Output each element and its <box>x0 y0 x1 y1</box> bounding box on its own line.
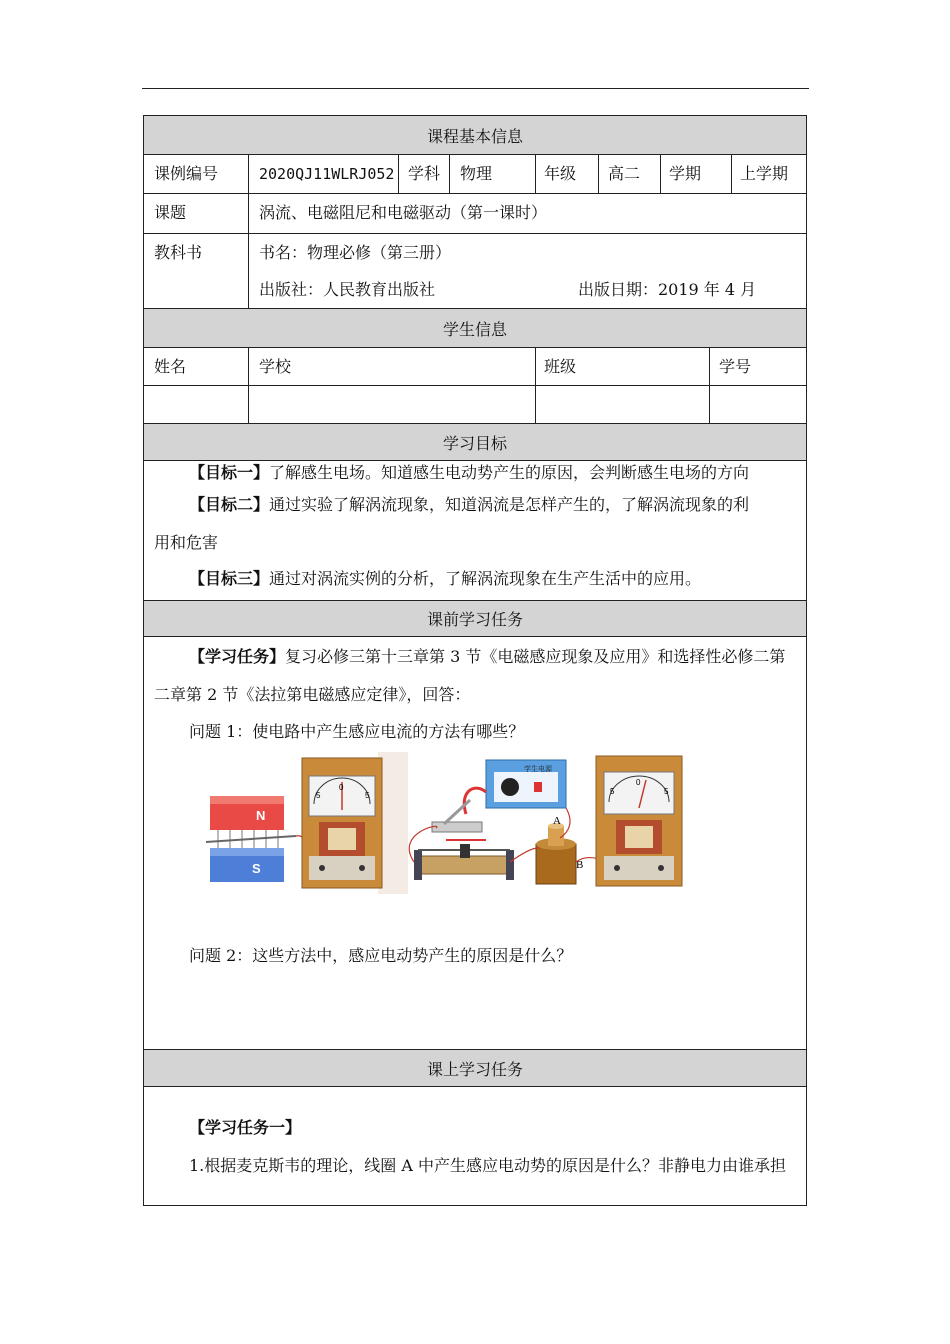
pre-class-title: 课前学习任务 <box>426 610 523 629</box>
pre-task-text-b: 二章第 2 节《法拉第电磁感应定律》，回答： <box>154 685 471 704</box>
in-class-header <box>143 1049 807 1087</box>
g1-five-right: 5 <box>365 791 370 800</box>
goal-2-text-a: 通过实验了解涡流现象，知道涡流是怎样产生的，了解涡流现象的利 <box>269 495 750 514</box>
g1-five-left: 5 <box>316 791 321 800</box>
in-class-box <box>143 1086 807 1206</box>
goal-1-text: 了解感生电场。知道感生电动势产生的原因，会判断感生电场的方向 <box>269 463 750 482</box>
in-class-title: 课上学习任务 <box>426 1059 523 1079</box>
n-label: N <box>256 808 266 823</box>
g2-five-left: 5 <box>610 787 615 796</box>
magnet-n-pole <box>210 796 284 830</box>
subject-label: 学科 <box>408 164 441 183</box>
induction-experiments-figure <box>204 752 692 894</box>
galvanometer-right <box>596 756 682 886</box>
pre-task-tag: 【学习任务】 <box>189 647 286 666</box>
publisher: 出版社：人民教育出版社 <box>259 280 436 299</box>
course-info-header <box>143 115 807 155</box>
student-number-field[interactable] <box>713 389 804 421</box>
goals-title: 学习目标 <box>442 433 507 453</box>
goal-2-tag: 【目标二】 <box>189 495 270 514</box>
g2-zero: 0 <box>636 778 641 787</box>
course-id-label: 课例编号 <box>154 164 219 183</box>
student-number-label: 学号 <box>719 357 752 376</box>
in-class-item-1: 1.根据麦克斯韦的理论，线圈 A 中产生感应电动势的原因是什么？非静电力由谁承担 <box>189 1156 786 1175</box>
subject-value: 物理 <box>460 164 493 183</box>
power-label: 学生电源 <box>524 766 552 773</box>
goal-3-text: 通过对涡流实例的分析，了解涡流现象在生产生活中的应用。 <box>269 569 702 588</box>
pre-task <box>189 647 785 667</box>
galvanometer-left <box>302 758 382 888</box>
book-name: 书名：物理必修（第三册） <box>259 243 452 262</box>
grade-label: 年级 <box>544 164 577 183</box>
name-field[interactable] <box>150 389 245 421</box>
coil-b-label: B <box>576 859 584 871</box>
term-value: 上学期 <box>740 164 789 183</box>
student-info-header <box>143 308 807 348</box>
grade-value: 高二 <box>608 164 641 183</box>
class-field[interactable] <box>539 389 706 421</box>
goal-3 <box>189 569 701 589</box>
pre-class-header <box>143 600 807 637</box>
s-label: S <box>252 861 261 876</box>
question-2: 问题 2：这些方法中，感应电动势产生的原因是什么？ <box>189 946 573 965</box>
coil-a-label: A <box>553 815 561 827</box>
magnet-s-pole <box>210 848 284 882</box>
page-top-rule <box>142 88 809 89</box>
goal-1-tag: 【目标一】 <box>189 463 270 482</box>
goal-2-text-b: 用和危害 <box>154 533 219 552</box>
goal-1 <box>189 463 749 483</box>
topic-value: 涡流、电磁阻尼和电磁驱动（第一课时） <box>259 203 548 222</box>
in-class-task1-tag: 【学习任务一】 <box>189 1118 302 1137</box>
goal-3-tag: 【目标三】 <box>189 569 270 588</box>
school-label: 学校 <box>259 357 292 376</box>
g1-zero: 0 <box>339 783 344 792</box>
textbook-label: 教科书 <box>154 243 203 262</box>
goal-2 <box>189 495 749 515</box>
course-id-value: 2020QJ11WLRJ052 <box>259 165 395 183</box>
goals-header <box>143 423 807 461</box>
pre-task-text-a: 复习必修三第十三章第 3 节《电磁感应现象及应用》和选择性必修二第 <box>285 647 786 666</box>
topic-label: 课题 <box>154 203 187 222</box>
student-info-title: 学生信息 <box>442 319 507 339</box>
g2-five-right: 5 <box>664 787 669 796</box>
student-power-supply <box>486 760 566 808</box>
course-info-title: 课程基本信息 <box>426 126 523 146</box>
question-1: 问题 1：使电路中产生感应电流的方法有哪些？ <box>189 722 525 741</box>
name-label: 姓名 <box>154 357 187 376</box>
school-field[interactable] <box>252 389 532 421</box>
publication-date: 出版日期：2019 年 4 月 <box>578 280 757 299</box>
class-label: 班级 <box>544 357 577 376</box>
term-label: 学期 <box>669 164 702 183</box>
